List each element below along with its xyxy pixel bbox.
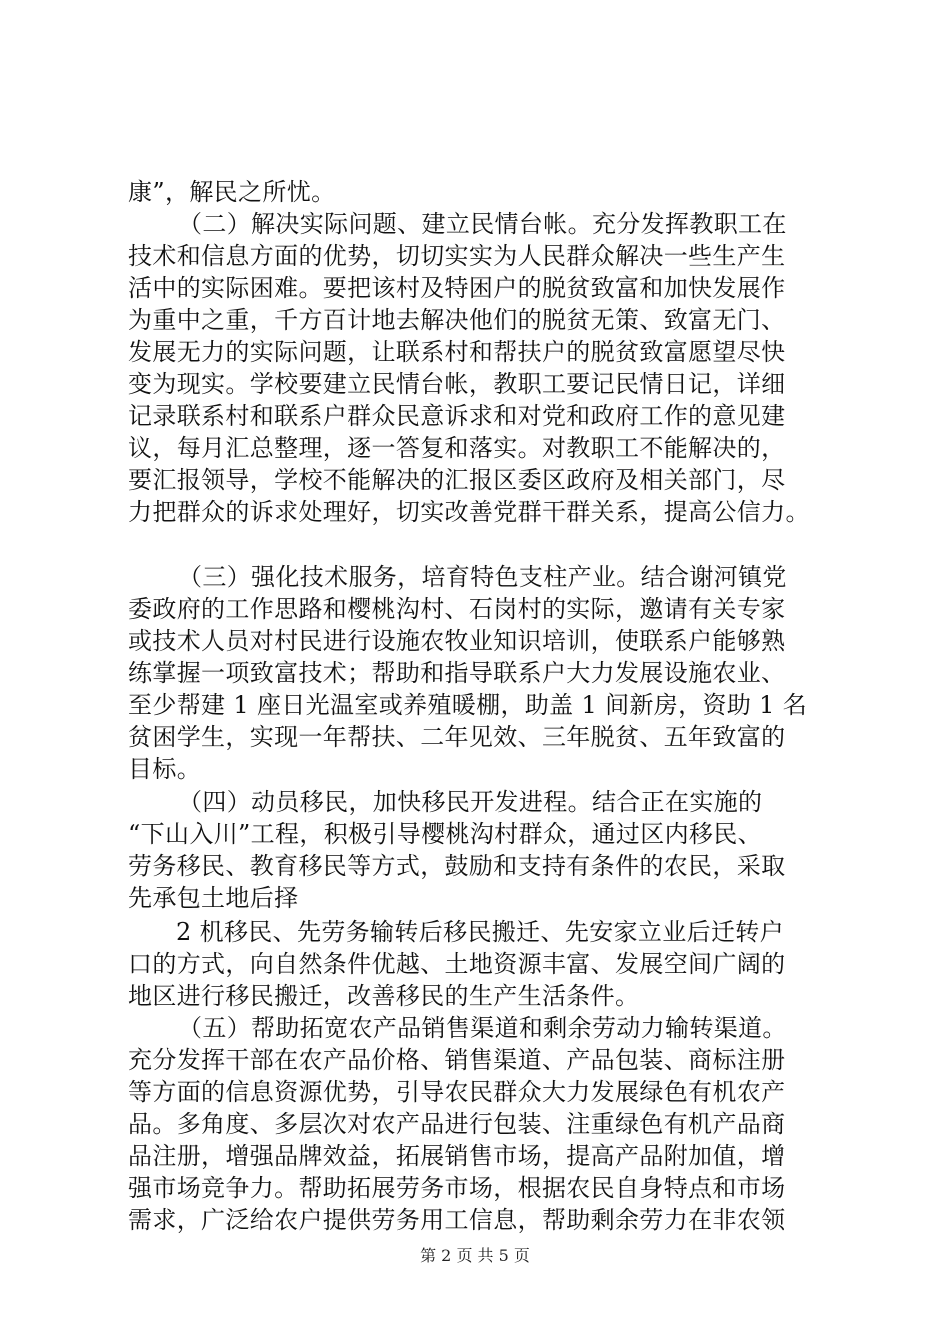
text-line: （四）动员移民，加快移民开发进程。结合正在实施的 xyxy=(178,788,763,816)
text-line: 发展无力的实际问题，让联系村和帮扶户的脱贫致富愿望尽快 xyxy=(128,338,786,366)
text-line: 需求，广泛给农户提供劳务用工信息，帮助剩余劳力在非农领 xyxy=(128,1206,786,1234)
text-line: 品注册，增强品牌效益，拓展销售市场，提高产品附加值，增 xyxy=(128,1142,786,1170)
text-line: 至少帮建 1 座日光温室或养殖暖棚，助盖 1 间新房，资助 1 名 xyxy=(128,691,808,719)
text-line: 劳务移民、教育移民等方式，鼓励和支持有条件的农民，采取 xyxy=(128,852,786,880)
text-line: 活中的实际困难。要把该村及特困户的脱贫致富和加快发展作 xyxy=(128,274,786,302)
text-line: （三）强化技术服务，培育特色支柱产业。结合谢河镇党 xyxy=(178,563,787,591)
page-footer: 第 2 页 共 5 页 xyxy=(420,1246,530,1265)
text-line: （五）帮助拓宽农产品销售渠道和剩余劳动力输转渠道。 xyxy=(178,1014,787,1042)
text-line: 委政府的工作思路和樱桃沟村、石岗村的实际，邀请有关专家 xyxy=(128,595,786,623)
text-line: 变为现实。学校要建立民情台帐，教职工要记民情日记，详细 xyxy=(128,370,786,398)
text-line: 为重中之重，千方百计地去解决他们的脱贫无策、致富无门、 xyxy=(128,306,786,334)
text-line: 目标。 xyxy=(128,755,202,783)
text-line: 强市场竞争力。帮助拓展劳务市场，根据农民自身特点和市场 xyxy=(128,1174,786,1202)
text-line: 力把群众的诉求处理好，切实改善党群干群关系，提高公信力。 xyxy=(128,498,810,526)
text-line: 口的方式，向自然条件优越、土地资源丰富、发展空间广阔的 xyxy=(128,950,786,978)
text-line: （二）解决实际问题、建立民情台帐。充分发挥教职工在 xyxy=(178,210,787,238)
text-line: 2 机移民、先劳务输转后移民搬迁、先安家立业后迁转户 xyxy=(176,918,784,946)
text-line: 康”，解民之所忧。 xyxy=(128,178,336,206)
text-line: 技术和信息方面的优势，切切实实为人民群众解决一些生产生 xyxy=(128,242,786,270)
text-line: 充分发挥干部在农产品价格、销售渠道、产品包装、商标注册 xyxy=(128,1046,786,1074)
text-line: 记录联系村和联系户群众民意诉求和对党和政府工作的意见建 xyxy=(128,402,786,430)
text-line: 贫困学生，实现一年帮扶、二年见效、三年脱贫、五年致富的 xyxy=(128,723,786,751)
text-line: 先承包土地后择 xyxy=(128,884,299,912)
text-line: 等方面的信息资源优势，引导农民群众大力发展绿色有机农产 xyxy=(128,1078,786,1106)
text-line: 练掌握一项致富技术；帮助和指导联系户大力发展设施农业、 xyxy=(128,659,786,687)
text-line: 地区进行移民搬迁，改善移民的生产生活条件。 xyxy=(128,982,640,1010)
text-line: 要汇报领导，学校不能解决的汇报区委区政府及相关部门，尽 xyxy=(128,466,786,494)
text-line: 或技术人员对村民进行设施农牧业知识培训，使联系户能够熟 xyxy=(128,627,786,655)
text-line: 议，每月汇总整理，逐一答复和落实。对教职工不能解决的， xyxy=(128,434,786,462)
text-line: 品。多角度、多层次对农产品进行包装、注重绿色有机产品商 xyxy=(128,1110,786,1138)
text-line: “下山入川”工程，积极引导樱桃沟村群众，通过区内移民、 xyxy=(128,820,762,848)
